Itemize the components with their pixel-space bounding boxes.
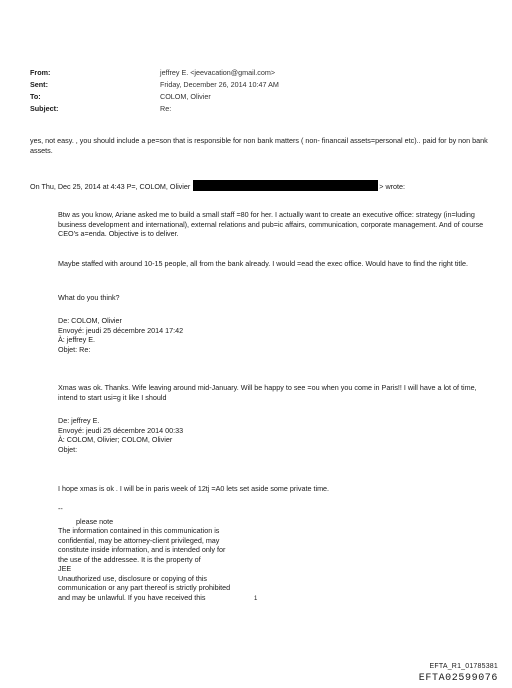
disclaimer-line: and may be unlawful. If you have received this <box>58 592 206 602</box>
quote2-subject: Objet: Re: <box>58 344 91 354</box>
quote-intro-before: On Thu, Dec 25, 2014 at 4:43 P=, COLOM, Olivier <box>30 182 191 191</box>
bates-number-1: EFTA_R1_01785381 <box>429 663 498 670</box>
reply-text: yes, not easy. , you should include a pe=son that is responsible for non bank matters ( non- financail assets=personal etc).. paid for by non bank assets. <box>30 136 488 155</box>
signature <box>30 504 492 602</box>
quote2-text: Xmas was ok. Thanks. Wife leaving around mid-January. Will be happy to see =ou when you come in Paris!! I will have a lot of time, intend to start usi=g it like I should <box>58 383 477 402</box>
quote2-sent: Envoyé: jeudi 25 décembre 2014 17:42 <box>58 325 184 335</box>
quote3-header <box>30 416 492 454</box>
subject-row <box>30 104 490 116</box>
quote2-body <box>30 383 492 402</box>
quote2-to: À: jeffrey E. <box>58 335 96 344</box>
to-value: COLOM, Olivier <box>160 92 211 101</box>
quote-intro-after: > wrote: <box>379 182 406 191</box>
signature-dash: -- <box>58 504 63 513</box>
disclaimer-line: JEE <box>58 564 72 573</box>
quote1-para1 <box>30 210 492 239</box>
bates-number-2: EFTA02599076 <box>418 673 498 684</box>
disclaimer-line: confidential, may be attorney-client privileged, may <box>58 535 220 545</box>
quote2-from: De: COLOM, Olivier <box>58 316 122 325</box>
from-value: jeffrey E. <jeevacation@gmail.com> <box>160 68 276 77</box>
quote2-header <box>30 316 492 354</box>
quote3-from: De: jeffrey E. <box>58 416 100 425</box>
quote-intro-line <box>30 180 492 192</box>
reply-body <box>30 136 492 155</box>
redaction-bar <box>193 180 378 191</box>
quote1-paragraph-1: Btw as you know, Ariane asked me to build a small staff =80 for her. I actually want to create an executive office: strategy (in=luding business development and international), external relations and pub=ic affairs, communication, corporate management. And of course CEO's a=enda. Objective is to deliver. <box>58 210 484 238</box>
subject-value: Re: <box>160 104 172 113</box>
quote1-para2 <box>30 259 492 269</box>
sent-label: Sent: <box>30 80 48 89</box>
signature-disclaimer <box>30 526 492 602</box>
quote1-paragraph-3: What do you think? <box>58 293 120 302</box>
quote3-subject: Objet: <box>58 444 78 454</box>
disclaimer-line: Unauthorized use, disclosure or copying of this <box>58 573 208 583</box>
page-number: 1 <box>254 596 258 602</box>
quote1-paragraph-2: Maybe staffed with around 10-15 people, all from the bank already. I would =ead the exec office. Would have to find the right title. <box>58 259 469 268</box>
from-label: From: <box>30 68 51 77</box>
disclaimer-line: the use of the addressee. It is the property of <box>58 554 201 564</box>
email-header <box>30 68 490 116</box>
sent-row <box>30 80 490 92</box>
to-row <box>30 92 490 104</box>
quote-intro <box>30 180 492 192</box>
to-label: To: <box>30 92 41 101</box>
quote3-to: À: COLOM, Olivier; COLOM, Olivier <box>58 435 173 444</box>
quote3-text: I hope xmas is ok . I will be in paris week of 12tj =A0 lets set aside some private time. <box>58 484 330 493</box>
subject-label: Subject: <box>30 104 59 113</box>
signature-please-note: please note <box>76 516 114 526</box>
from-row <box>30 68 490 80</box>
disclaimer-line: communication or any part thereof is strictly prohibited <box>58 583 231 592</box>
quote3-sent: Envoyé: jeudi 25 décembre 2014 00:33 <box>58 425 184 435</box>
quote3-body <box>30 484 492 494</box>
sent-value: Friday, December 26, 2014 10:47 AM <box>160 80 279 89</box>
disclaimer-line: The information contained in this communication is <box>58 526 220 535</box>
disclaimer-line: constitute inside information, and is intended only for <box>58 545 226 554</box>
quote1-para3 <box>30 293 492 303</box>
